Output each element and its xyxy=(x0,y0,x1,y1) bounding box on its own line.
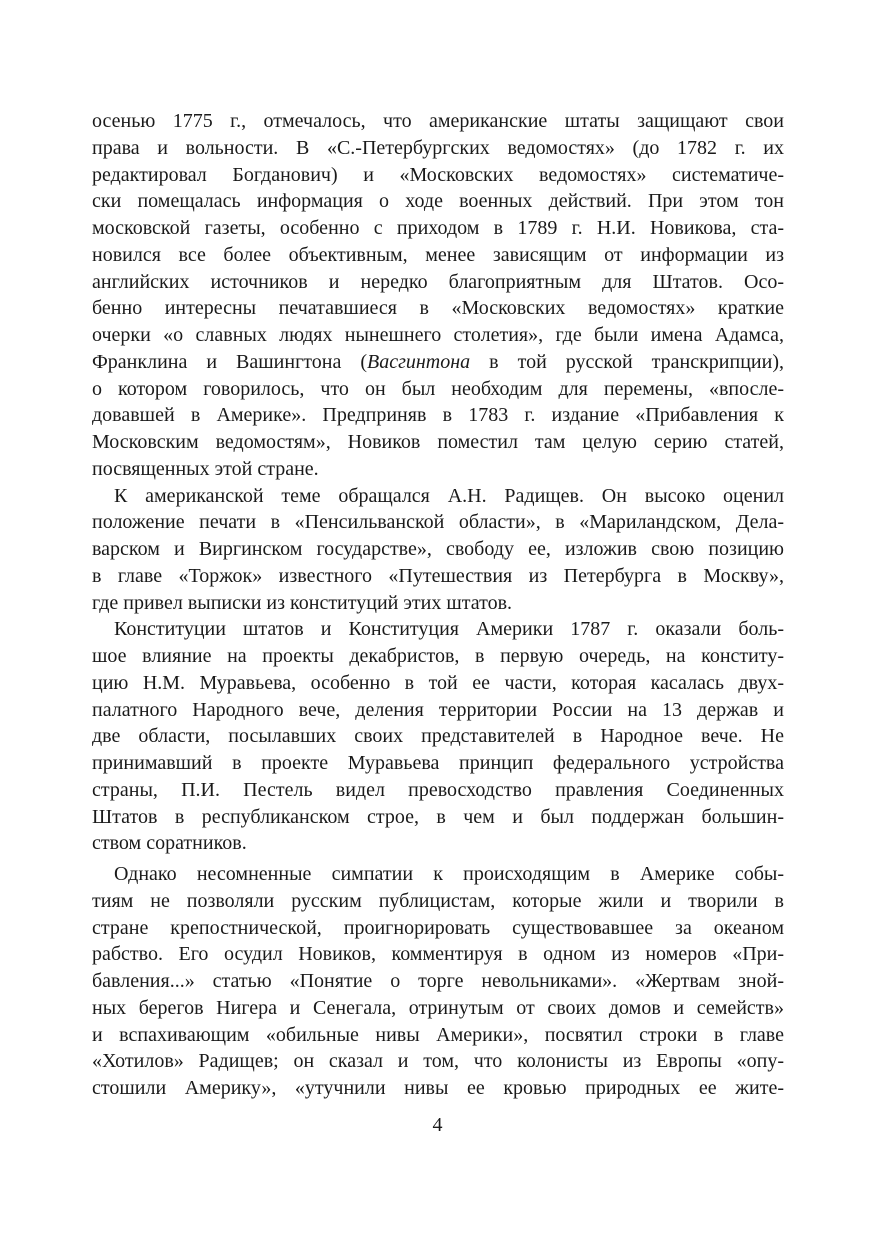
text-line xyxy=(92,723,784,750)
text-run: и вспахивающим «обильные нивы Америки», посвятил строки в главе xyxy=(92,1023,784,1046)
text-line xyxy=(92,777,784,804)
text-line xyxy=(92,830,784,857)
text-run: шое влияние на проекты декабристов, в первую очередь, на конститу- xyxy=(92,645,784,667)
text-run: палатного Народного вече, деления территории России на 13 держав и xyxy=(92,698,784,721)
text-run: К американской теме обращался А.Н. Радищев. Он высоко оценил xyxy=(114,484,784,507)
text-run: рабство. Его осудил Новиков, комментируя в одном из номеров «При- xyxy=(92,943,784,966)
text-run: английских источников и нередко благоприятным для Штатов. Осо- xyxy=(92,270,784,293)
text-run: принимавший в проекте Муравьева принцип федерального устройства xyxy=(92,752,784,774)
text-run: «Хотилов» Радищев; он сказал и том, что колонисты из Европы «опу- xyxy=(92,1050,784,1073)
text-run: ных берегов Нигера и Сенегала, отринутым от своих домов и семейств» xyxy=(92,996,784,1019)
text-line xyxy=(92,968,784,995)
paragraph xyxy=(92,861,784,1102)
text-line xyxy=(92,322,784,349)
text-line xyxy=(92,1048,784,1075)
text-run: довавшей в Америке». Предприняв в 1783 г. издание «Прибавления к xyxy=(92,404,784,427)
text-line xyxy=(92,941,784,968)
italic-term: Васгинтона xyxy=(366,350,471,373)
text-run: ством соратников. xyxy=(92,832,247,855)
text-run: редактировал Богданович) и «Московских ведомостях» систематиче- xyxy=(92,163,784,186)
text-run: положение печати в «Пенсильванской области», в «Мариландском, Дела- xyxy=(92,511,784,534)
paragraph xyxy=(92,616,784,857)
text-run: стошили Америку», «утучнили нивы ее кровью природных ее жите- xyxy=(92,1077,784,1099)
text-line xyxy=(92,108,784,135)
text-line xyxy=(92,188,784,215)
text-run: Однако несомненные симпатии к происходящим в Америке собы- xyxy=(114,863,784,885)
text-run: Франклина и Вашингтона ( xyxy=(92,350,367,373)
text-run: новился все более объективным, менее зависящим от информации из xyxy=(92,243,784,266)
text-line xyxy=(92,616,784,643)
text-line xyxy=(92,162,784,189)
text-run: о котором говорилось, что он был необходим для перемены, «впосле- xyxy=(92,377,784,400)
text-run: Московским ведомостям», Новиков поместил там целую серию статей, xyxy=(92,431,784,453)
text-line xyxy=(92,563,784,590)
text-run: права и вольности. В «С.-Петербургских ведомостях» (до 1782 г. их xyxy=(92,136,784,159)
text-line xyxy=(92,697,784,724)
text-run: очерки «о славных людях нынешнего столетия», где были имена Адамса, xyxy=(92,324,784,346)
text-line xyxy=(92,861,784,888)
text-run: бенно интересны печатавшиеся в «Московских ведомостях» краткие xyxy=(92,297,784,320)
text-run: ски помещалась информация о ходе военных действий. При этом тон xyxy=(92,190,784,213)
text-run: в главе «Торжок» известного «Путешествия из Петербурга в Москву», xyxy=(92,564,784,587)
paragraph xyxy=(92,483,784,617)
text-line xyxy=(92,456,784,483)
text-line xyxy=(92,915,784,942)
text-line xyxy=(92,1022,784,1049)
page-number: 4 xyxy=(432,1114,443,1136)
text-line xyxy=(92,402,784,429)
text-line xyxy=(92,349,784,376)
text-line xyxy=(92,483,784,510)
text-line xyxy=(92,269,784,296)
text-run: посвященных этой стране. xyxy=(92,457,319,480)
text-line xyxy=(92,643,784,670)
paragraph xyxy=(92,108,784,483)
text-run: страны, П.И. Пестель видел превосходство правления Соединенных xyxy=(92,778,784,801)
text-line xyxy=(92,1075,784,1102)
text-line xyxy=(92,429,784,456)
text-run: Штатов в республиканском строе, в чем и был поддержан большин- xyxy=(92,805,784,828)
text-line xyxy=(92,804,784,831)
text-run: Конституции штатов и Конституция Америки 1787 г. оказали боль- xyxy=(114,618,784,641)
text-line xyxy=(92,995,784,1022)
text-line xyxy=(92,242,784,269)
text-run: варском и Виргинском государстве», свободу ее, изложив свою позицию xyxy=(92,538,784,560)
text-line xyxy=(92,670,784,697)
text-line xyxy=(92,536,784,563)
text-run: тиям не позволяли русским публицистам, которые жили и творили в xyxy=(92,889,784,912)
text-line xyxy=(92,135,784,162)
text-line xyxy=(92,215,784,242)
text-line xyxy=(92,376,784,403)
text-run: стране крепостнической, проигнорировать существовавшее за океаном xyxy=(92,916,784,939)
page-text xyxy=(92,108,784,1102)
text-run: бавления...» статью «Понятие о торге невольниками». «Жертвам зной- xyxy=(92,970,784,992)
text-run: московской газеты, особенно с приходом в 1789 г. Н.И. Новикова, ста- xyxy=(92,217,784,239)
text-line xyxy=(92,590,784,617)
text-line xyxy=(92,888,784,915)
text-line xyxy=(92,509,784,536)
text-run: две области, посылавших своих представителей в Народное вече. Не xyxy=(92,725,784,748)
text-run: осенью 1775 г., отмечалось, что американские штаты защищают свои xyxy=(92,110,784,132)
text-line xyxy=(92,295,784,322)
text-run: где привел выписки из конституций этих штатов. xyxy=(92,591,513,614)
text-run: в той русской транскрипции), xyxy=(470,350,784,373)
text-line xyxy=(92,750,784,777)
text-run: цию Н.М. Муравьева, особенно в той ее части, которая касалась двух- xyxy=(92,671,784,694)
